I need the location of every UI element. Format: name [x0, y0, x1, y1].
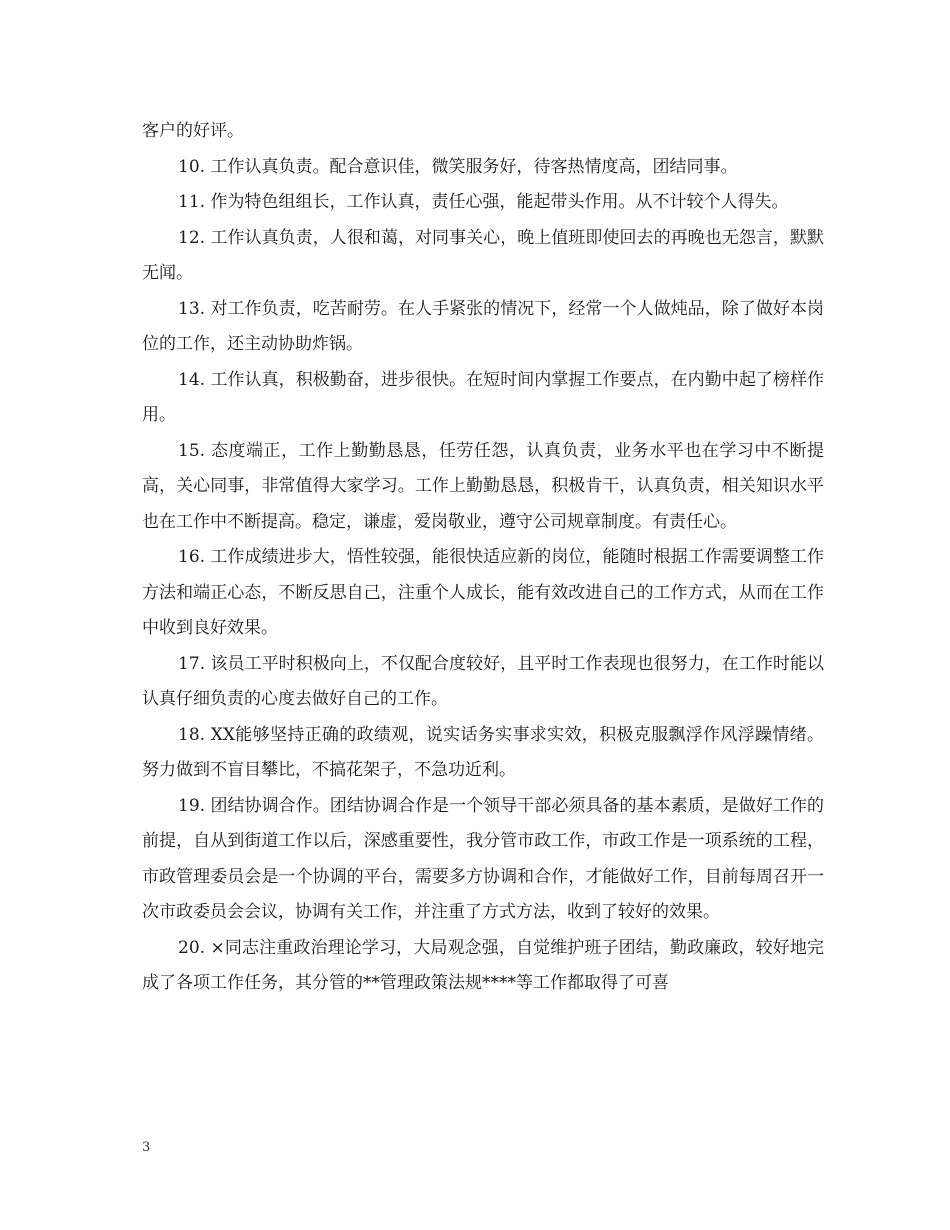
paragraph: 15. 态度端正，工作上勤勤恳恳，任劳任怨，认真负责，业务水平也在学习中不断提高，关心同事，非常值得大家学习。工作上勤勤恳恳，积极肯干，认真负责，相关知识水平也在工作中不断提高。稳定，谦虚，爱岗敬业，遵守公司规章制度。有责任心。 — [142, 440, 824, 532]
paragraph: 14. 工作认真，积极勤奋，进步很快。在短时间内掌握工作要点，在内勤中起了榜样作用。 — [142, 369, 824, 425]
paragraph: 10. 工作认真负责。配合意识佳，微笑服务好，待客热情度高，团结同事。 — [178, 156, 738, 177]
paragraph: 19. 团结协调合作。团结协调合作是一个领导干部必须具备的基本素质，是做好工作的前提，自从到街道工作以后，深感重要性，我分管市政工作，市政工作是一项系统的工程，市政管理委员会是一个协调的平台，需要多方协调和合作，才能做好工作，目前每周召开一次市政委员会会议，协调有关工作，并注重了方式方法，收到了较好的效果。 — [142, 795, 824, 922]
paragraph: 17. 该员工平时积极向上，不仅配合度较好，且平时工作表现也很努力，在工作时能以认真仔细负责的心度去做好自己的工作。 — [142, 653, 824, 709]
paragraph: 客户的好评。 — [142, 121, 244, 141]
paragraph: 16. 工作成绩进步大，悟性较强，能很快适应新的岗位，能随时根据工作需要调整工作方法和端正心态，不断反思自己，注重个人成长，能有效改进自己的工作方式，从而在工作中收到良好效果。 — [142, 547, 824, 638]
paragraph: 12. 工作认真负责，人很和蔼，对同事关心，晚上值班即使回去的再晚也无怨言，默默无闻。 — [142, 227, 824, 283]
page-number: 3 — [142, 1140, 151, 1155]
paragraph: 20. ×同志注重政治理论学习，大局观念强，自觉维护班子团结，勤政廉政，较好地完成了各项工作任务，其分管的**管理政策法规****等工作都取得了可喜 — [142, 937, 824, 993]
document-body — [142, 114, 824, 1002]
paragraph: 11. 作为特色组组长，工作认真，责任心强，能起带头作用。从不计较个人得失。 — [178, 192, 789, 212]
paragraph: 18. XX能够坚持正确的政绩观，说实话务实事求实效，积极克服飘浮作风浮躁情绪。努力做到不盲目攀比，不搞花架子，不急功近利。 — [142, 724, 824, 780]
paragraph: 13. 对工作负责，吃苦耐劳。在人手紧张的情况下，经常一个人做炖品，除了做好本岗位的工作，还主动协助炸锅。 — [142, 298, 824, 354]
